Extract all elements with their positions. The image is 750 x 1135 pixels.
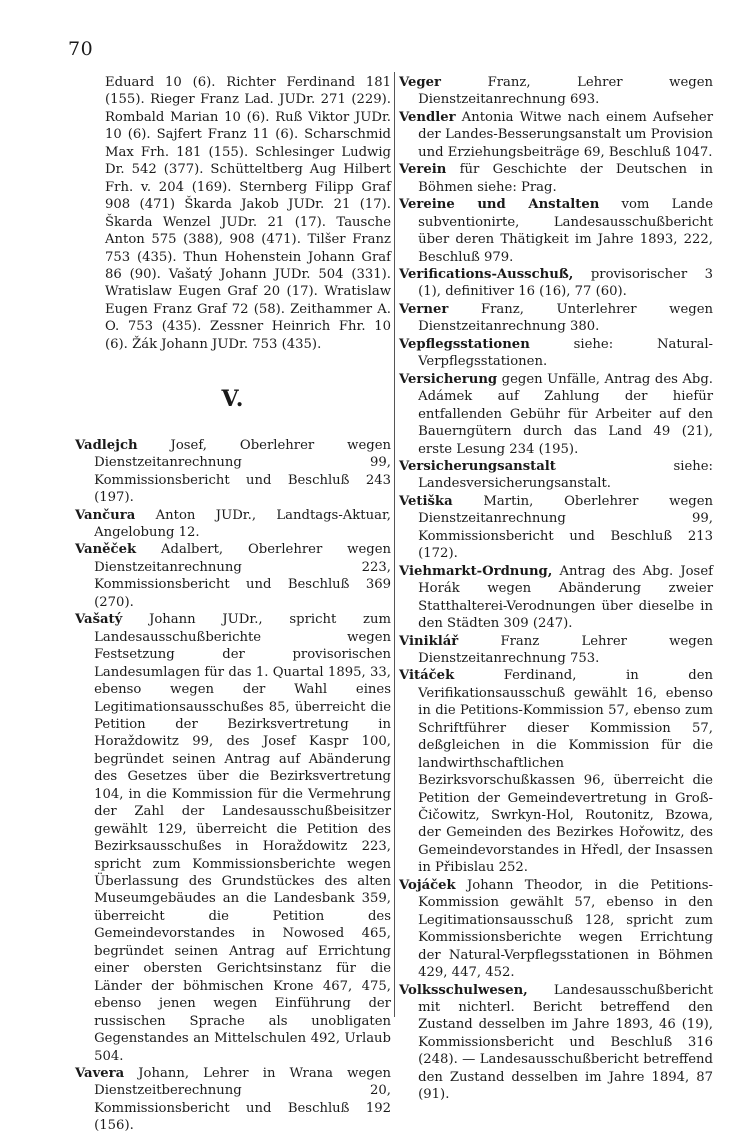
entry-heading: Verner [399,301,449,317]
entry-text: provisorischer 3 (1), definitiver 16 (16), 77 (60). [418,266,713,300]
entry-text: siehe: Landesversicherungsanstalt. [418,458,713,492]
entry-text: gegen Unfälle, Antrag des Abg. Adámek auf Zahlung der hiefür entfallenden Gebühr für Arbeiter auf den Bauerngütern durch das Land 49 (21), erste Lesung 234 (195). [418,371,713,457]
index-entry [75,1065,391,1135]
index-entry [399,877,713,982]
index-entry [399,74,713,109]
entry-text: vom Lande subventionirte, Landesausschußbericht über deren Thätigkeit im Jahre 1893, 222, Beschluß 979. [418,197,714,265]
entry-text: Ferdinand, in den Verifikationsausschuß gewählt 16, ebenso in die Petitions-Kommission 57, ebenso zum Schriftführer dieser Kommission 57, deßgleichen in die Kommission für die landwirthschaftlichen Bezirksvorschußkassen 96, überreicht die Petition der Gemeindevertretung in Groß-Čičowitz, Swrkyn-Hol, Routonitz, Bzowa, der Gemeinden des Bezirkes Hořowitz, des Gemeindevorstandes in Hředl, der Insassen in Přibislau 252. [418,668,713,876]
entry-text: Josef, Oberlehrer wegen Dienstzeitanrechnung 99, Kommissionsbericht und Beschluß 243 (197). [94,437,391,506]
entry-heading: Verein [399,162,447,178]
entry-heading: Vančura [75,507,136,523]
index-entry [399,493,713,563]
entry-text: Franz, Lehrer wegen Dienstzeitanrechnung 693. [418,75,713,108]
entry-text: für Geschichte der Deutschen in Böhmen siehe: Prag. [418,162,713,195]
entry-heading: Veger [399,75,441,90]
entry-heading: Verifications-Ausschuß, [399,266,574,282]
index-entry [399,633,713,668]
entry-heading: Versicherung [399,371,498,387]
index-entry [399,301,713,336]
index-entry [399,161,713,196]
index-entry [75,507,391,542]
entry-text: Johann, Lehrer in Wrana wegen Dienstzeitberechnung 20, Kommissionsbericht und Beschluß 192 (156). [94,1066,391,1134]
continued-paragraph: Eduard 10 (6). Richter Ferdinand 181 (155). Rieger Franz Lad. JUDr. 271 (229). Rombald Marian 10 (6). Ruß Viktor JUDr. 10 (6). Sajfert Franz 11 (6). Scharschmid Max Frh. 181 (155). Schlesinger Ludwig Dr. 542 (377). Schütteltberg Aug Hilbert Frh. v. 204 (169). Sternberg Filipp Graf 908 (471) Škarda Jakob JUDr. 21 (17). Škarda Wenzel JUDr. 21 (17). Tausche Anton 575 (388), 908 (471). Tilšer Franz 753 (435). Thun Hohenstein Johann Graf 86 (90). Vašatý Johann JUDr. 504 (331). Wratislaw Eugen Graf 20 (17). Wratislaw Eugen Franz Graf 72 (58). Zeithammer A. O. 753 (435). Zessner Heinrich Fhr. 10 (6). Žák Johann JUDr. 753 (435). [105,75,391,352]
column-divider [394,72,395,1017]
index-entry [399,196,713,266]
index-entry [399,371,713,458]
index-entry [75,611,391,1065]
index-entry [399,109,713,161]
entry-text: Johann Theodor, in die Petitions-Kommission gewählt 57, ebenso in den Legitimationsausschuß 128, spricht zum Kommissionsberichte wegen Errichtung der Natural-Verpflegsstationen in Böhmen 429, 447, 452. [418,877,713,981]
entry-text: Adalbert, Oberlehrer wegen Dienstzeitanrechnung 223, Kommissionsbericht und Beschluß 369 (270). [94,542,391,610]
entry-text: Johann JUDr., spricht zum Landesausschußberichte wegen Festsetzung der provisorischen Landesumlagen für das 1. Quartal 1895, 33, ebenso wegen der Wahl eines Legitimationsausschußes 85, überreicht die Petition der Bezirksvertretung in Horaždowitz 99, des Josef Kaspr 100, begründet seinen Antrag auf Abänderung des Gesetzes über die Bezirksvertretung 104, in die Kommission für die Vermehrung der Zahl der Landesausschußbeisitzer gewählt 129, überreicht die Petition des Bezirksausschußes in Horaždowitz 223, spricht zum Kommissionsberichte wegen Überlassung des Grundstückes des alten Museumgebäudes an die Landesbank 359, überreicht die Petition des Gemeindevorstandes in Nowosed 465, begründet seinen Antrag auf Errichtung einer obersten Gerichtsinstanz für die Länder der böhmischen Krone 467, 475, ebenso jenen wegen Einführung der russischen Sprache als unobligaten Gegenstandes an Mittelschulen 492, Urlaub 504. [94,612,391,1064]
index-entry [75,437,391,507]
entry-heading: Vendler [399,109,456,125]
entry-heading: Vojáček [399,877,456,893]
page-number: 70 [68,38,94,60]
entry-heading: Viniklář [399,633,459,649]
section-letter: V. [221,386,245,413]
entry-text: Antonia Witwe nach einem Aufseher der Landes-Besserungsanstalt um Provision und Erziehungsbeiträge 69, Beschluß 1047. [418,109,713,160]
left-column [75,74,391,1135]
index-entry [399,667,713,876]
entry-heading: Volksschulwesen, [399,982,528,998]
entry-heading: Versicherungsanstalt [399,458,556,474]
entry-heading: Vaněček [75,542,137,558]
entry-text: Martin, Oberlehrer wegen Dienstzeitanrechnung 99, Kommissionsbericht und Beschluß 213 (172). [418,493,713,562]
entry-heading: Vavera [75,1066,125,1082]
index-entry [399,336,713,371]
index-entry [399,563,713,633]
right-column [399,74,713,1104]
index-entry [399,982,713,1104]
entry-heading: Vepflegsstationen [399,336,530,352]
index-entry [399,266,713,301]
index-entry [75,541,391,611]
entry-text: siehe: Natural-Verpflegsstationen. [418,336,713,370]
entry-text: Landesausschußbericht mit nichterl. Bericht betreffend den Zustand desselben im Jahre 1893, 46 (19), Kommissionsbericht und Beschluß 316 (248). — Landesausschußbericht betreffend den Zustand desselben im Jahre 1894, 87 (91). [418,982,713,1103]
index-entry [399,458,713,493]
entry-text: Anton JUDr., Landtags-Aktuar, Angelobung 12. [94,507,391,540]
entry-text: Antrag des Abg. Josef Horák wegen Abänderung zweier Statthalterei-Verodnungen über dieselbe in den Städten 309 (247). [418,563,713,632]
entry-text: Franz, Unterlehrer wegen Dienstzeitanrechnung 380. [418,301,713,335]
entry-heading: Viehmarkt-Ordnung, [399,563,553,579]
entry-heading: Vitáček [399,668,455,684]
entry-heading: Vetiška [399,493,453,509]
entry-heading: Vadlejch [75,437,138,453]
entry-heading: Vereine und Anstalten [399,197,600,213]
entry-text: Franz Lehrer wegen Dienstzeitanrechnung 753. [418,633,713,666]
entry-heading: Vašatý [75,612,123,628]
